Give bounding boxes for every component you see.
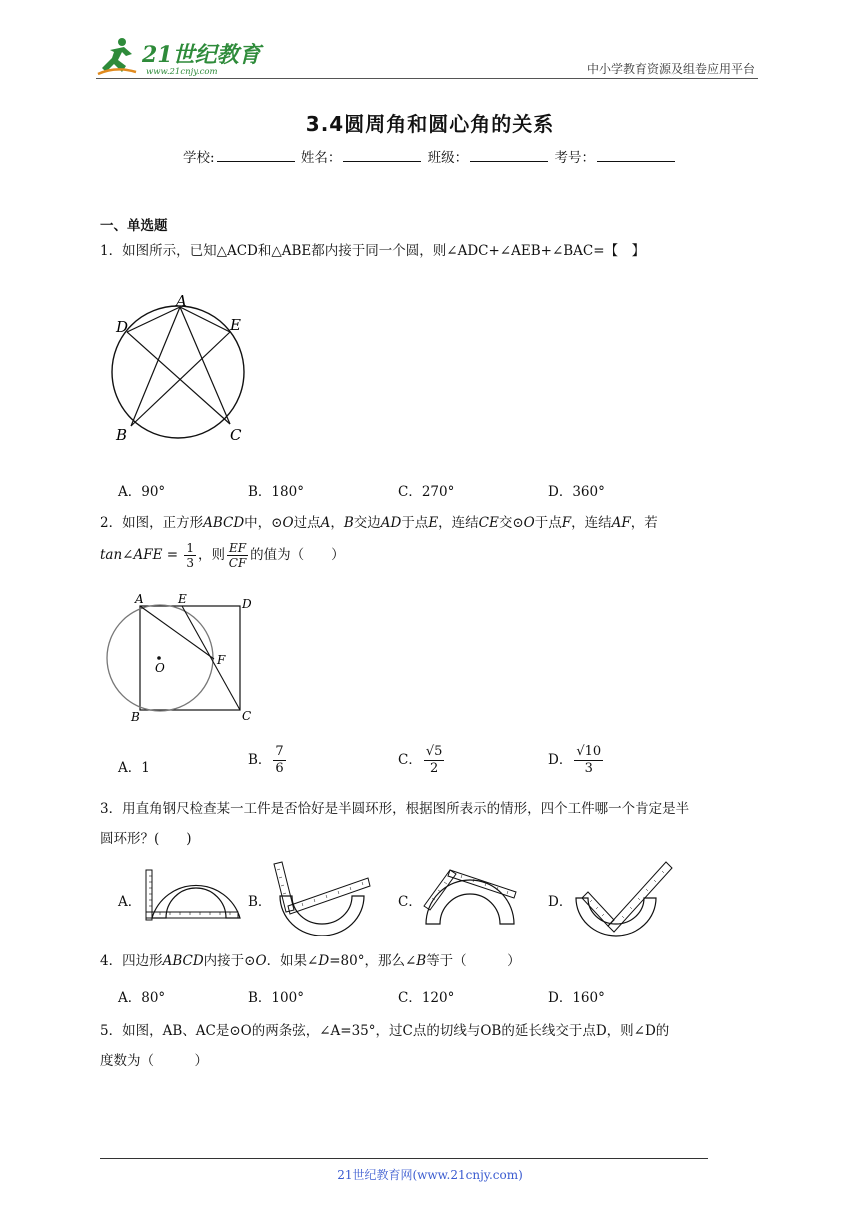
q2-text-seg: CE (478, 515, 499, 531)
q2-label-b: B (131, 710, 140, 724)
q2-option-c[interactable] (398, 744, 446, 777)
q2-option-d[interactable] (548, 744, 605, 777)
q3-option-d-figure (570, 856, 674, 938)
q3-option-c-figure (420, 866, 520, 928)
question-5-line-2: 度数为（ ） (100, 1053, 208, 1069)
name-blank[interactable] (343, 149, 421, 162)
q2-label-c: C (242, 709, 252, 723)
q2-option-b-den: 6 (275, 761, 284, 776)
q2-text-seg: ， (330, 515, 344, 531)
header-divider (96, 78, 758, 79)
q2-text-seg: O (523, 515, 535, 531)
q1-label-c: C (230, 426, 242, 444)
q2-label-o: O (155, 661, 165, 675)
q4-text-seg: ABCD (162, 953, 204, 969)
q1-star-lines (127, 307, 230, 426)
logo-url-text: www.21cnjy.com (146, 67, 218, 77)
name-label: 姓名： (300, 150, 342, 166)
class-blank[interactable] (470, 149, 548, 162)
q2-ratio-num: EF (229, 541, 247, 555)
q3-option-b-label[interactable]: B． (248, 894, 272, 910)
q2-text-seg: 2．如图，正方形 (100, 515, 204, 531)
q2-option-b-prefix: B． (248, 752, 272, 768)
q2-text-seg: 交边 (353, 515, 381, 531)
q4-text-seg: 等于（ ） (426, 953, 521, 969)
q2-tan-label: tan∠AFE (100, 547, 163, 563)
q2-text-seg: E (428, 515, 439, 531)
q4-option-d[interactable]: D．160° (548, 990, 605, 1006)
header-platform-text: 中小学教育资源及组卷应用平台 (586, 62, 755, 76)
q2-end-text: 的值为（ ） (250, 547, 345, 563)
question-3-line-2: 圆环形？( ) (100, 831, 192, 847)
school-label: 学校: (183, 150, 215, 166)
q2-text-seg: F (561, 515, 572, 531)
q3-option-b-figure (268, 860, 374, 936)
q2-option-c-num: √5 (425, 744, 443, 759)
q2-text-seg: ，连结 (571, 515, 612, 531)
question-2-line-1 (100, 512, 760, 534)
q2-text-seg: 中，⊙ (244, 515, 283, 531)
q2-option-c-prefix: C． (398, 752, 422, 768)
site-logo (96, 36, 266, 78)
q4-text-seg: O (255, 953, 267, 969)
q2-option-d-prefix: D． (548, 752, 573, 768)
class-label: 班级： (427, 150, 469, 166)
question-1-figure (108, 294, 258, 446)
q1-label-d: D (116, 318, 129, 336)
footer-text[interactable]: 21世纪教育网(www.21cnjy.com) (337, 1168, 523, 1182)
q2-ratio-den: CF (228, 556, 247, 570)
q2-text-seg: A (320, 515, 331, 531)
q2-label-e: E (178, 592, 187, 606)
q2-option-d-den: 3 (584, 761, 593, 776)
q1-option-d[interactable]: D．360° (548, 484, 605, 500)
q2-text-seg: O (282, 515, 294, 531)
runner-icon (98, 38, 136, 74)
question-5-line-1: 5．如图，AB、AC是⊙O的两条弦，∠A=35°，过C点的切线与OB的延长线交于点D，则∠D的 (100, 1023, 670, 1039)
q2-option-d-num: √10 (576, 744, 602, 759)
school-blank[interactable] (217, 149, 295, 162)
q2-text-seg: 交⊙ (498, 515, 524, 531)
q2-text-seg: AD (380, 515, 402, 531)
q2-option-a[interactable]: A．1 (118, 760, 150, 776)
question-1-text: 1．如图所示，已知△ACD和△ABE都内接于同一个圆，则∠ADC+∠AEB+∠BAC=【 】 (100, 243, 646, 259)
q1-label-e: E (230, 316, 241, 334)
q2-text-seg: 于点 (401, 515, 429, 531)
q3-option-a-label[interactable]: A． (118, 894, 142, 910)
question-3-line-1: 3．用直角钢尺检查某一工件是否恰好是半圆环形，根据图所表示的情形，四个工件哪一个肯定是半 (100, 801, 690, 817)
q2-option-c-den: 2 (429, 761, 439, 776)
q2-label-a: A (135, 592, 144, 606)
q2-text-seg: 于点 (534, 515, 562, 531)
footer-divider (100, 1158, 708, 1159)
q2-text-seg: 过点 (293, 515, 321, 531)
q4-option-a[interactable]: A．80° (118, 990, 166, 1006)
q2-option-b-num: 7 (275, 744, 284, 759)
q4-text-seg: =80°，那么∠ (329, 953, 417, 969)
q4-text-seg: 4．四边形 (100, 953, 163, 969)
q3-option-a-figure (142, 866, 242, 922)
q2-option-b[interactable] (248, 744, 288, 777)
q2-label-f: F (217, 653, 226, 667)
q4-text-seg: ．如果∠ (266, 953, 319, 969)
q4-option-c[interactable]: C．120° (398, 990, 455, 1006)
q1-label-a: A (176, 294, 187, 310)
exam-no-blank[interactable] (597, 149, 675, 162)
question-2-line-2: tan∠AFE = $\frac{1}{3}$ ，则 $\frac{EF}{CF}$ 的值为（ ） (100, 541, 345, 570)
q2-mid-text: ，则 (198, 547, 225, 563)
q2-label-d: D (242, 597, 252, 611)
q4-text-seg: D (318, 953, 330, 969)
q4-text-seg: 内接于⊙ (203, 953, 256, 969)
question-2-figure (102, 590, 262, 726)
section-title: 一、单选题 (100, 218, 168, 234)
exam-no-label: 考号： (554, 150, 595, 166)
logo-text: 21世纪教育 (142, 42, 261, 68)
q2-text-seg: B (343, 515, 354, 531)
q1-label-b: B (116, 426, 128, 444)
q2-text-seg: ABCD (203, 515, 245, 531)
q2-ratio-fraction (227, 541, 248, 570)
q2-tan-fraction (184, 541, 196, 570)
q2-text-seg: ，连结 (438, 515, 479, 531)
question-4-text (100, 950, 760, 972)
page-title: 3.4圆周角和圆心角的关系 (305, 112, 555, 136)
q4-text-seg: B (416, 953, 427, 969)
q2-text-seg: ，若 (630, 515, 658, 531)
q3-option-c-label[interactable]: C． (398, 894, 422, 910)
q2-tan-den: 3 (186, 556, 194, 570)
q3-option-d-label[interactable]: D． (548, 894, 573, 910)
q2-center-dot (157, 656, 161, 660)
q2-text-seg: AF (611, 515, 631, 531)
q1-option-b[interactable]: B．180° (248, 484, 304, 500)
q2-tan-num: 1 (186, 541, 194, 555)
q4-option-b[interactable]: B．100° (248, 990, 304, 1006)
q1-option-a[interactable]: A．90° (118, 484, 166, 500)
student-info-line (0, 146, 860, 166)
q1-option-c[interactable]: C．270° (398, 484, 455, 500)
